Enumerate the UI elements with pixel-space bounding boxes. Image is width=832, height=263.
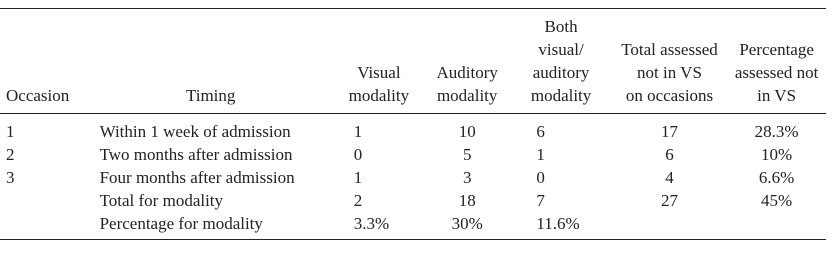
header-percentage	[727, 9, 826, 114]
header-visual-line: modality	[348, 86, 410, 105]
cell-occasion: 2	[6, 145, 15, 164]
table-body	[0, 114, 826, 240]
header-total-line: Total assessed	[621, 40, 718, 59]
cell-both: 11.6%	[536, 214, 580, 233]
header-both-line: modality	[530, 86, 592, 105]
cell-auditory: 3	[462, 168, 472, 187]
header-total-line: not in VS	[637, 63, 702, 82]
header-percentage-line: Percentage	[739, 40, 814, 59]
cell-visual: 2	[353, 191, 363, 210]
header-auditory-modality	[424, 9, 510, 114]
table-header	[0, 9, 826, 114]
cell-both: 6	[536, 122, 545, 141]
cell-timing: Four months after admission	[99, 168, 295, 187]
table-row	[0, 114, 826, 144]
table-row-total	[0, 189, 826, 212]
assessment-table-container	[0, 8, 826, 240]
cell-total	[612, 212, 727, 240]
header-total-line: on occasions	[625, 86, 714, 105]
header-total-assessed	[612, 9, 727, 114]
cell-occasion	[0, 212, 88, 240]
cell-occasion: 3	[6, 168, 15, 187]
cell-percentage: 10%	[761, 145, 793, 164]
header-both-line: auditory	[532, 63, 590, 82]
header-visual-line: Visual	[357, 63, 401, 82]
cell-visual: 3.3%	[353, 214, 390, 233]
header-both-line: Both	[544, 17, 578, 36]
table-row-percentage	[0, 212, 826, 240]
header-percentage-line: in VS	[757, 86, 797, 105]
cell-occasion: 1	[6, 122, 15, 141]
table-row	[0, 166, 826, 189]
cell-auditory: 10	[458, 122, 476, 141]
cell-percentage: 28.3%	[754, 122, 799, 141]
header-both-modality	[510, 9, 611, 114]
cell-visual: 0	[353, 145, 363, 164]
header-both-line: visual/	[538, 40, 584, 59]
cell-percentage: 6.6%	[758, 168, 795, 187]
cell-total: 17	[660, 122, 678, 141]
cell-occasion	[0, 189, 88, 212]
cell-percentage	[727, 212, 826, 240]
header-auditory-line: Auditory	[436, 63, 498, 82]
header-timing: Timing	[185, 86, 236, 105]
cell-timing: Total for modality	[99, 191, 224, 210]
cell-both: 7	[536, 191, 545, 210]
assessment-table	[0, 8, 826, 240]
header-visual-modality	[334, 9, 424, 114]
cell-auditory: 5	[462, 145, 472, 164]
cell-auditory: 18	[458, 191, 476, 210]
header-occasion: Occasion	[6, 86, 70, 105]
cell-total: 27	[660, 191, 678, 210]
table-row	[0, 143, 826, 166]
cell-visual: 1	[353, 122, 363, 141]
cell-timing: Within 1 week of admission	[99, 122, 291, 141]
cell-both: 1	[536, 145, 545, 164]
cell-timing: Percentage for modality	[99, 214, 263, 233]
cell-both: 0	[536, 168, 545, 187]
cell-percentage: 45%	[761, 191, 793, 210]
header-auditory-line: modality	[436, 86, 498, 105]
header-row	[0, 9, 826, 114]
cell-visual: 1	[353, 168, 363, 187]
cell-timing: Two months after admission	[99, 145, 293, 164]
header-percentage-line: assessed not	[734, 63, 819, 82]
cell-auditory: 30%	[451, 214, 483, 233]
cell-total: 6	[665, 145, 674, 164]
cell-total: 4	[665, 168, 674, 187]
